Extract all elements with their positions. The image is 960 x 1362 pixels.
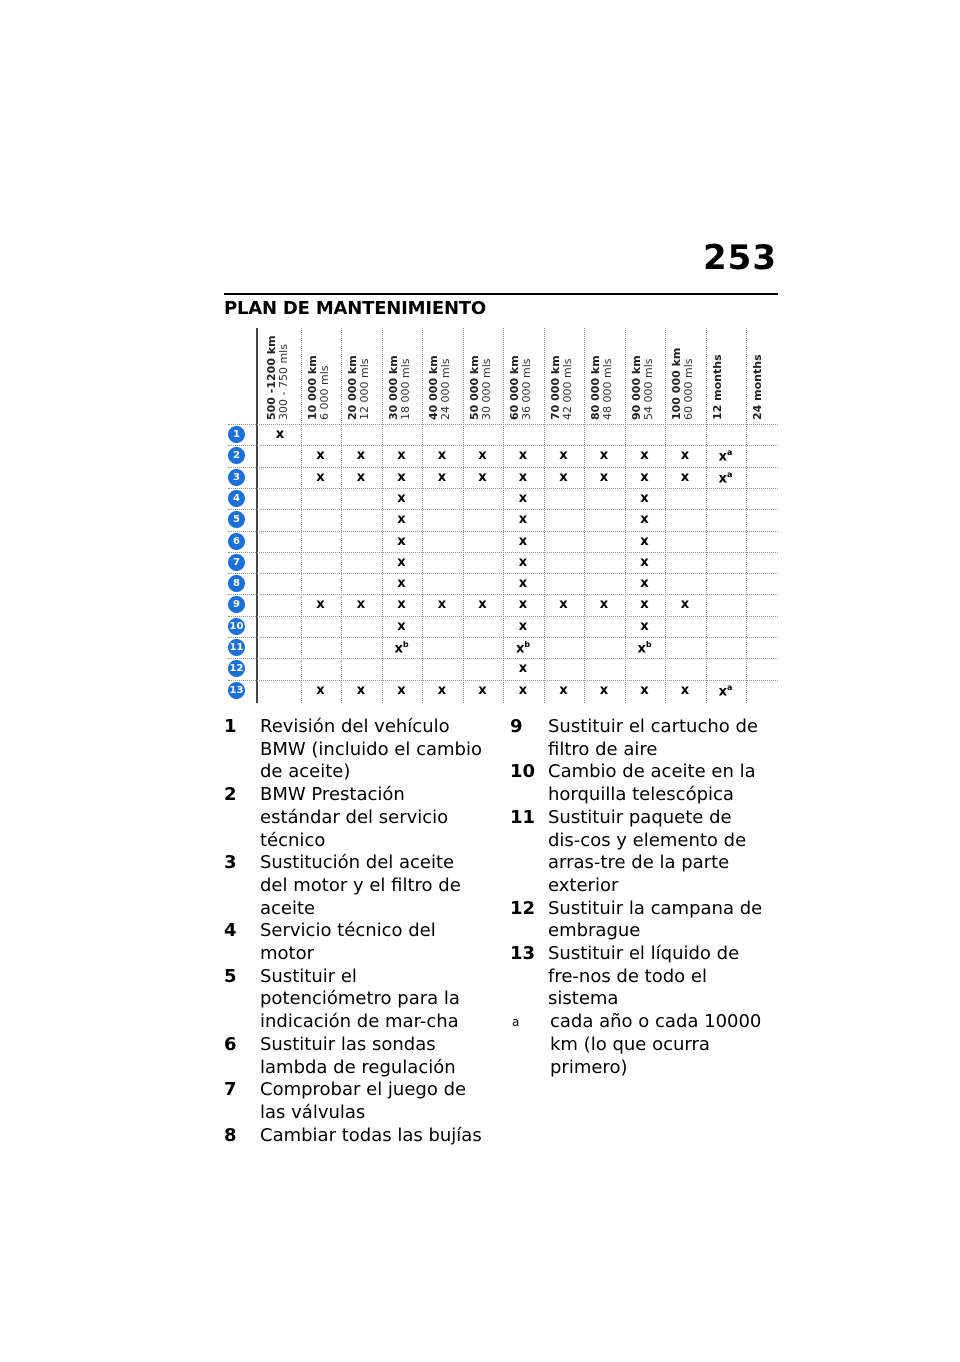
section-title: PLAN DE MANTENIMIENTO <box>224 298 487 319</box>
column-header <box>341 328 381 424</box>
maintenance-mark: x <box>518 469 528 485</box>
legend-right-column <box>510 716 768 1079</box>
maintenance-mark: x <box>356 597 366 613</box>
legend-number: 13 <box>510 943 536 965</box>
legend-text: cada año o cada 10000 km (lo que ocurra primero) <box>550 1011 762 1078</box>
legend-text: Cambio de aceite en la horquilla telescópica <box>548 761 756 806</box>
maintenance-mark: x <box>397 554 406 570</box>
maintenance-mark: x <box>518 554 528 570</box>
grid-vline <box>544 328 545 703</box>
footnote-marker: a <box>726 448 733 458</box>
maintenance-mark: x <box>640 618 649 634</box>
legend-item <box>224 920 486 965</box>
maintenance-mark: x <box>680 448 690 464</box>
legend-number: 8 <box>224 1124 237 1146</box>
maintenance-mark: $x^a$ <box>718 682 733 699</box>
footnote-marker: a <box>726 682 733 692</box>
column-header-km: 24 months <box>751 354 764 420</box>
grid-hline <box>228 445 778 446</box>
maintenance-mark: x <box>478 682 487 698</box>
legend-item <box>510 807 768 898</box>
maintenance-mark: x <box>640 490 649 506</box>
maintenance-mark: x <box>397 512 406 528</box>
legend-number: 12 <box>510 897 536 919</box>
footnote-marker: b <box>645 640 652 649</box>
maintenance-mark: x <box>559 682 568 698</box>
maintenance-mark: $x^b$ <box>515 640 531 657</box>
legend-item <box>224 1034 486 1079</box>
maintenance-mark: x <box>599 682 609 698</box>
column-header-mls: 54 000 mls <box>641 358 655 420</box>
legend-text: Sustituir el líquido de fre-nos de todo el sistema <box>548 943 740 1010</box>
column-header <box>382 328 422 424</box>
column-header-km: 100 000 km <box>670 347 683 420</box>
legend-text: Sustituir la campana de embrague <box>548 897 763 942</box>
row-number-badge: 13 <box>228 682 245 699</box>
maintenance-mark: x <box>397 490 406 506</box>
maintenance-mark: x <box>316 448 325 464</box>
legend-item <box>224 1125 486 1148</box>
maintenance-mark: $x^a$ <box>718 469 733 486</box>
grid-hline <box>228 658 778 659</box>
maintenance-mark: x <box>518 597 528 613</box>
grid-vline <box>584 328 585 703</box>
column-header-mls: 300 - 750 mls <box>277 344 290 420</box>
column-header-mls: 42 000 mls <box>560 358 574 420</box>
legend-number: 10 <box>510 761 536 783</box>
legend-text: Sustituir el potenciómetro para la indicación de mar-cha <box>260 965 460 1033</box>
column-header <box>665 328 705 424</box>
footnote-marker: b <box>402 640 409 649</box>
row-number-badge: 12 <box>228 660 245 677</box>
legend-item <box>510 1011 768 1079</box>
legend-number: 4 <box>224 920 237 942</box>
maintenance-mark: x <box>437 597 447 613</box>
legend-item <box>510 716 768 761</box>
grid-vline <box>665 328 666 703</box>
legend-number: 5 <box>224 965 237 987</box>
legend-item <box>224 1079 486 1124</box>
maintenance-mark: x <box>397 618 406 634</box>
maintenance-mark: x <box>316 469 325 485</box>
column-header-mls: 12 000 mls <box>358 358 371 420</box>
maintenance-mark: x <box>640 576 649 592</box>
column-header <box>301 328 341 424</box>
grid-hline <box>228 552 778 553</box>
legend-number: 11 <box>510 806 536 828</box>
maintenance-mark: x <box>599 469 609 485</box>
grid-vline <box>422 328 423 703</box>
maintenance-mark: x <box>518 682 528 698</box>
column-header-km: 90 000 km <box>629 355 643 420</box>
maintenance-mark: x <box>559 469 568 485</box>
legend-item <box>224 852 486 920</box>
row-number-badge: 6 <box>228 533 245 550</box>
column-header-km: 10 000 km <box>305 355 319 420</box>
grid-hline <box>228 594 778 595</box>
footnote-marker: a <box>726 469 733 479</box>
column-header-mls: 6 000 mls <box>317 365 331 420</box>
legend-text: Sustituir las sondas lambda de regulación <box>260 1033 456 1078</box>
row-number-badge: 7 <box>228 554 245 571</box>
maintenance-mark: x <box>275 427 285 442</box>
legend-text: Sustitución del aceite del motor y el filtro de aceite <box>260 852 461 919</box>
legend-item <box>510 943 768 1011</box>
legend-item <box>224 716 486 784</box>
header-rule <box>224 293 778 295</box>
legend-text: Servicio técnico del motor <box>260 920 436 965</box>
legend-left-column <box>224 716 486 1147</box>
row-number-badge: 4 <box>228 490 245 507</box>
maintenance-mark: x <box>599 597 609 613</box>
legend-number: 6 <box>224 1033 237 1055</box>
grid-vline <box>463 328 464 703</box>
maintenance-mark: x <box>518 533 528 549</box>
maintenance-mark: x <box>397 576 406 592</box>
grid-hline <box>228 424 778 425</box>
maintenance-mark: x <box>397 597 406 613</box>
legend-text: Revisión del vehículo BMW (incluido el cambio de aceite) <box>260 716 482 783</box>
legend-text: Comprobar el juego de las válvulas <box>260 1079 467 1123</box>
maintenance-mark: x <box>478 597 487 613</box>
column-header-km: 50 000 km <box>467 355 481 420</box>
maintenance-mark: x <box>437 469 447 485</box>
maintenance-mark: x <box>397 469 406 485</box>
grid-vline <box>706 328 707 703</box>
column-header-km: 60 000 km <box>508 355 521 420</box>
maintenance-schedule-table <box>228 328 778 708</box>
page-number: 253 <box>703 238 777 278</box>
column-header-mls: 18 000 mls <box>398 358 412 420</box>
maintenance-mark: x <box>680 469 690 485</box>
column-header-mls: 36 000 mls <box>520 358 533 420</box>
column-header-km: 30 000 km <box>386 355 400 420</box>
row-number-badge: 5 <box>228 511 245 528</box>
column-header <box>625 328 665 424</box>
maintenance-mark: x <box>356 448 366 464</box>
column-header-km: 80 000 km <box>589 355 602 420</box>
grid-hline <box>228 509 778 510</box>
maintenance-mark: x <box>437 448 447 464</box>
maintenance-mark: x <box>316 682 325 698</box>
column-header-km: 12 months <box>710 354 724 420</box>
maintenance-mark: x <box>640 448 649 464</box>
column-header-mls: 24 000 mls <box>439 358 452 420</box>
column-header <box>584 328 624 424</box>
column-header <box>706 328 746 424</box>
maintenance-mark: x <box>640 682 649 698</box>
column-header-mls: 60 000 mls <box>682 358 695 420</box>
grid-hline <box>228 531 778 532</box>
maintenance-mark: x <box>518 490 528 506</box>
legend-text: Sustituir el cartucho de filtro de aire <box>548 716 758 760</box>
column-header-km: 70 000 km <box>548 355 562 420</box>
row-number-badge: 8 <box>228 575 245 592</box>
column-header-km: 500 -1200 km <box>265 335 278 420</box>
legend-text: BMW Prestación estándar del servicio técnico <box>260 784 449 851</box>
legend-item <box>510 898 768 943</box>
legend-number: 2 <box>224 784 237 806</box>
maintenance-mark: x <box>518 661 528 677</box>
column-header <box>422 328 462 424</box>
column-header <box>260 328 300 424</box>
legend-number: 9 <box>510 716 523 737</box>
legend-text: Sustituir paquete de dis-cos y elemento de arras-tre de la parte exterior <box>548 806 747 896</box>
column-header <box>746 328 786 424</box>
grid-vline <box>256 328 258 703</box>
legend-number: 1 <box>224 716 237 737</box>
column-header <box>463 328 503 424</box>
maintenance-mark: x <box>316 597 325 613</box>
maintenance-mark: x <box>640 512 649 528</box>
legend-number: a <box>512 1015 520 1030</box>
maintenance-mark: x <box>478 448 487 464</box>
legend-item <box>224 966 486 1034</box>
column-header-km: 40 000 km <box>427 355 440 420</box>
maintenance-mark: x <box>478 469 487 485</box>
row-number-badge: 3 <box>228 469 245 486</box>
maintenance-mark: x <box>518 512 528 528</box>
grid-vline <box>341 328 342 703</box>
column-header <box>503 328 543 424</box>
maintenance-mark: x <box>640 533 649 549</box>
column-header-km: 20 000 km <box>346 355 359 420</box>
legend-text: Cambiar todas las bujías <box>260 1124 482 1146</box>
row-number-badge: 9 <box>228 596 245 613</box>
maintenance-mark: $x^a$ <box>718 448 733 465</box>
maintenance-mark: x <box>640 469 649 485</box>
row-number-badge: 1 <box>228 426 245 443</box>
grid-hline <box>228 637 778 638</box>
maintenance-mark: x <box>559 448 568 464</box>
maintenance-mark: x <box>559 597 568 613</box>
column-header <box>544 328 584 424</box>
maintenance-mark: x <box>356 469 366 485</box>
grid-vline <box>746 328 747 703</box>
legend-item <box>224 784 486 852</box>
column-header-mls: 30 000 mls <box>479 358 493 420</box>
footnote-marker: b <box>524 640 531 649</box>
legend-number: 7 <box>224 1079 237 1101</box>
maintenance-mark: x <box>518 618 528 634</box>
grid-hline <box>228 616 778 617</box>
maintenance-mark: x <box>356 682 366 698</box>
row-number-badge: 11 <box>228 639 245 656</box>
maintenance-mark: x <box>437 682 447 698</box>
maintenance-mark: x <box>518 576 528 592</box>
maintenance-mark: $x^b$ <box>637 640 652 657</box>
column-header-mls: 48 000 mls <box>601 358 614 420</box>
row-number-badge: 10 <box>228 618 245 635</box>
grid-hline <box>228 467 778 468</box>
maintenance-mark: x <box>397 682 406 698</box>
row-number-badge: 2 <box>228 447 245 464</box>
grid-hline <box>228 573 778 574</box>
legend-item <box>510 761 768 806</box>
maintenance-mark: x <box>680 597 690 613</box>
grid-vline <box>301 328 302 703</box>
maintenance-mark: $x^b$ <box>394 640 409 657</box>
maintenance-mark: x <box>599 448 609 464</box>
maintenance-mark: x <box>680 682 690 698</box>
grid-hline <box>228 488 778 489</box>
maintenance-mark: x <box>518 448 528 464</box>
legend-number: 3 <box>224 852 237 874</box>
maintenance-mark: x <box>397 533 406 549</box>
grid-hline <box>228 680 778 681</box>
maintenance-mark: x <box>397 448 406 464</box>
maintenance-mark: x <box>640 554 649 570</box>
maintenance-mark: x <box>640 597 649 613</box>
